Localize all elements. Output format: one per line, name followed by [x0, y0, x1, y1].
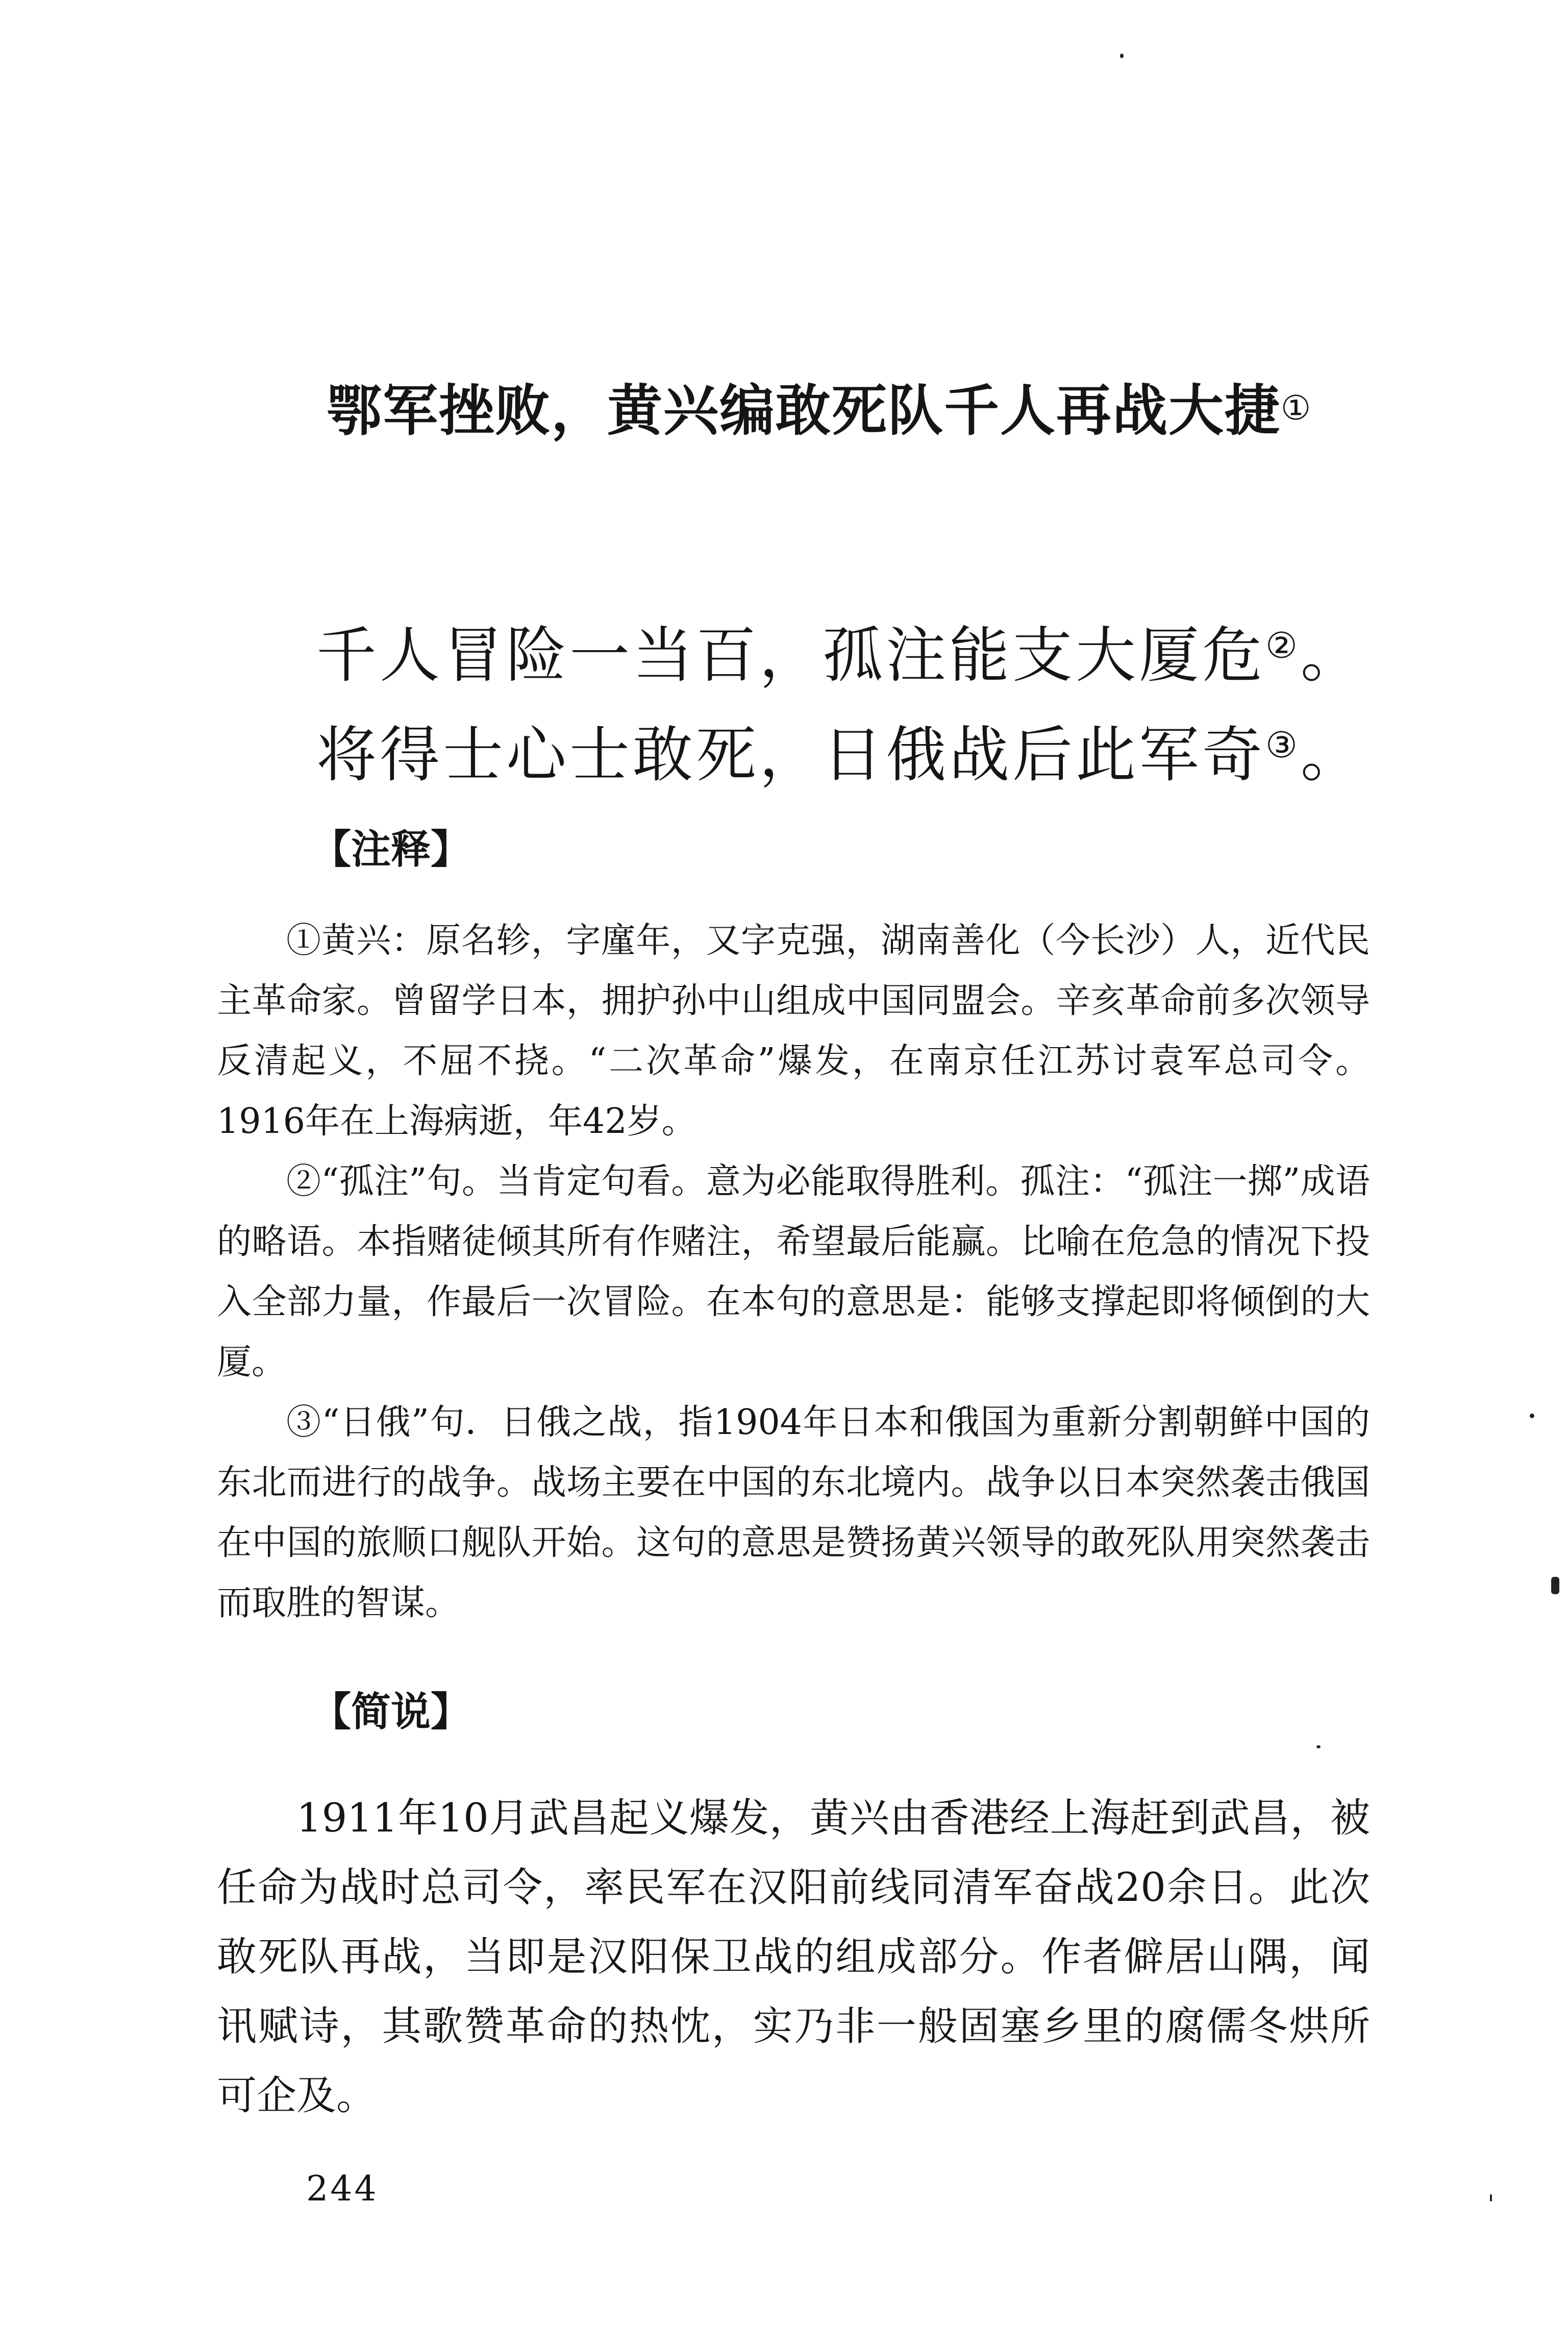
poem-line	[316, 607, 1364, 694]
notes-section	[217, 911, 1370, 1633]
poem-title	[327, 373, 1347, 447]
poem-line	[316, 707, 1364, 793]
brief-heading: 【简说】	[311, 1689, 471, 1735]
footnote-marker: ②	[1265, 625, 1301, 666]
note-item: ②“孤注”句。当肯定句看。意为必能取得胜利。孤注：“孤注一掷”成语的略语。本指赌徒倾其所有作赌注，希望最后能赢。比喻在危急的情况下投入全部力量，作最后一次冒险。在本句的意思是：能够支撑起即将倾倒的大厦。	[217, 1161, 1370, 1382]
brief-paragraph: 1911年10月武昌起义爆发，黄兴由香港经上海赶到武昌，被任命为战时总司令，率民军在汉阳前线同清军奋战20余日。此次敢死队再战，当即是汉阳保卫战的组成部分。作者僻居山隅，闻讯赋诗，其歌赞革命的热忱，实乃非一般固塞乡里的腐儒冬烘所可企及。	[217, 1795, 1370, 2119]
poem-line-text: 将得士心士敢死，日俄战后此军奇	[316, 720, 1266, 790]
poem-line-end: 。	[1300, 720, 1364, 790]
poem-title-text: 鄂军挫败，黄兴编敢死队千人再战大捷	[327, 379, 1281, 443]
brief-section	[217, 1784, 1370, 2131]
poem-line-text: 千人冒险一当百，孤注能支大厦危	[316, 620, 1266, 690]
scan-speck	[1120, 54, 1124, 58]
scan-speck	[1316, 1745, 1321, 1748]
scan-speck	[1551, 1577, 1559, 1594]
scan-speck	[1530, 1414, 1534, 1418]
note-item: ①黄兴：原名轸，字廑年，又字克强，湖南善化（今长沙）人，近代民主革命家。曾留学日本，拥护孙中山组成中国同盟会。辛亥革命前多次领导反清起义，不屈不挠。“二次革命”爆发，在南京任江苏讨袁军总司令。1916年在上海病逝，年42岁。	[217, 921, 1370, 1142]
note-item: ③“日俄”句．日俄之战，指1904年日本和俄国为重新分割朝鲜中国的东北而进行的战争。战场主要在中国的东北境内。战争以日本突然袭击俄国在中国的旅顺口舰队开始。这句的意思是赞扬黄兴领导的敢死队用突然袭击而取胜的智谋。	[217, 1402, 1370, 1623]
page-number: 244	[306, 2169, 379, 2209]
scan-speck	[1490, 2194, 1492, 2201]
poem-line-end: 。	[1300, 620, 1364, 690]
title-footnote-marker: ①	[1281, 388, 1312, 428]
notes-heading: 【注释】	[311, 827, 471, 873]
footnote-marker: ③	[1265, 724, 1301, 766]
